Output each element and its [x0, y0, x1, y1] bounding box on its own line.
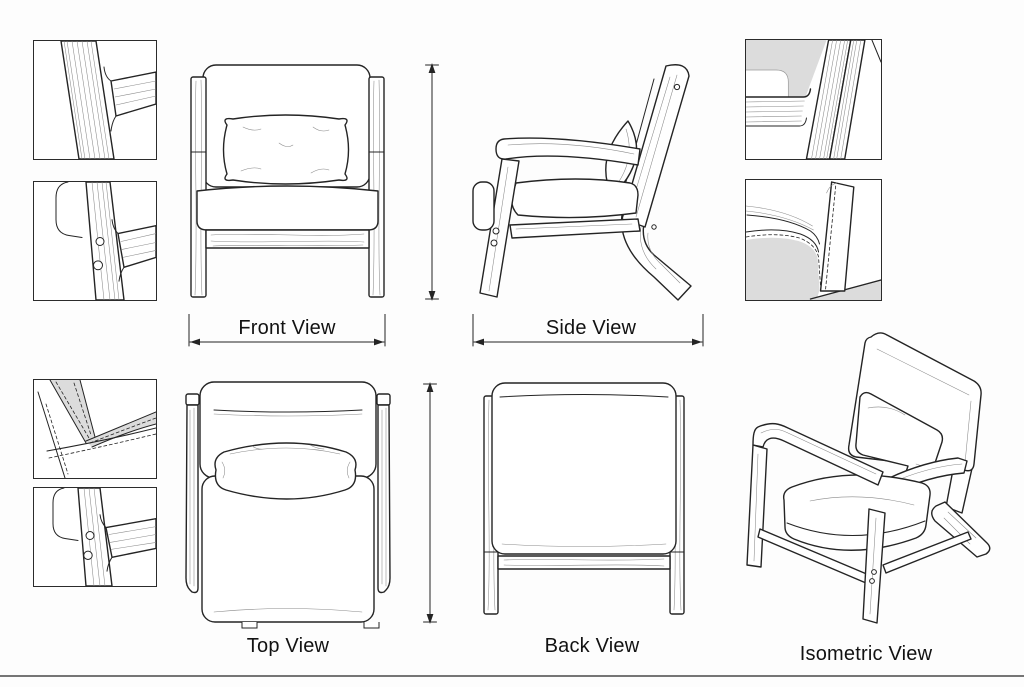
top-depth-dimension — [423, 381, 437, 625]
side-arm-cap — [473, 182, 494, 230]
front-left-post — [191, 77, 206, 297]
dowel-joint-detail-drawing — [34, 488, 156, 586]
seam-detail-drawing — [34, 380, 156, 478]
front-seat-cushion — [197, 186, 378, 230]
front-pillow — [224, 115, 349, 184]
dowel-icon — [872, 570, 877, 575]
dowel-icon — [86, 532, 94, 540]
back-panel — [492, 383, 676, 554]
back-view-drawing — [458, 372, 708, 630]
side-seat-cushion — [512, 179, 638, 218]
frame-corner-detail-drawing — [746, 40, 881, 159]
dowel-icon — [870, 579, 875, 584]
detail-box-dowel-joint-1 — [33, 181, 157, 301]
seam-leg-detail-drawing — [746, 180, 881, 300]
side-view-drawing — [458, 55, 713, 305]
top-view-label: Top View — [246, 635, 330, 657]
detail-box-wood-joint-1 — [33, 40, 157, 160]
detail-box-seam-leg — [745, 179, 882, 301]
dowel-icon — [94, 261, 103, 270]
dowel-joint-detail-drawing — [34, 182, 156, 300]
side-seat-rail — [510, 219, 640, 238]
dowel-icon — [491, 240, 497, 246]
front-right-post — [369, 77, 384, 297]
dowel-icon — [96, 238, 104, 246]
isometric-view-drawing — [728, 316, 1023, 631]
iso-front-left-leg — [747, 445, 767, 567]
top-left-armrest — [186, 394, 199, 593]
bottom-divider-line — [0, 675, 1024, 677]
top-view-drawing — [182, 372, 434, 630]
isometric-view-label: Isometric View — [799, 643, 933, 665]
top-leg-tips — [242, 622, 379, 628]
top-pillow — [215, 443, 356, 499]
dowel-icon — [84, 551, 92, 559]
front-rail — [206, 230, 369, 248]
side-view-label: Side View — [545, 317, 637, 339]
wood-joint-detail-drawing — [34, 41, 156, 159]
dowel-icon — [674, 84, 679, 89]
back-view-label: Back View — [544, 635, 640, 657]
dowel-icon — [493, 228, 499, 234]
detail-box-upholstery-seam — [33, 379, 157, 479]
front-view-label: Front View — [238, 317, 336, 339]
back-rail — [498, 556, 670, 569]
top-right-armrest — [377, 394, 390, 593]
iso-seat-cushion — [784, 475, 930, 550]
front-height-dimension — [425, 62, 439, 302]
detail-box-dowel-joint-2 — [33, 487, 157, 587]
detail-box-frame-corner — [745, 39, 882, 160]
front-view-drawing — [183, 55, 435, 307]
dowel-icon — [652, 225, 656, 229]
